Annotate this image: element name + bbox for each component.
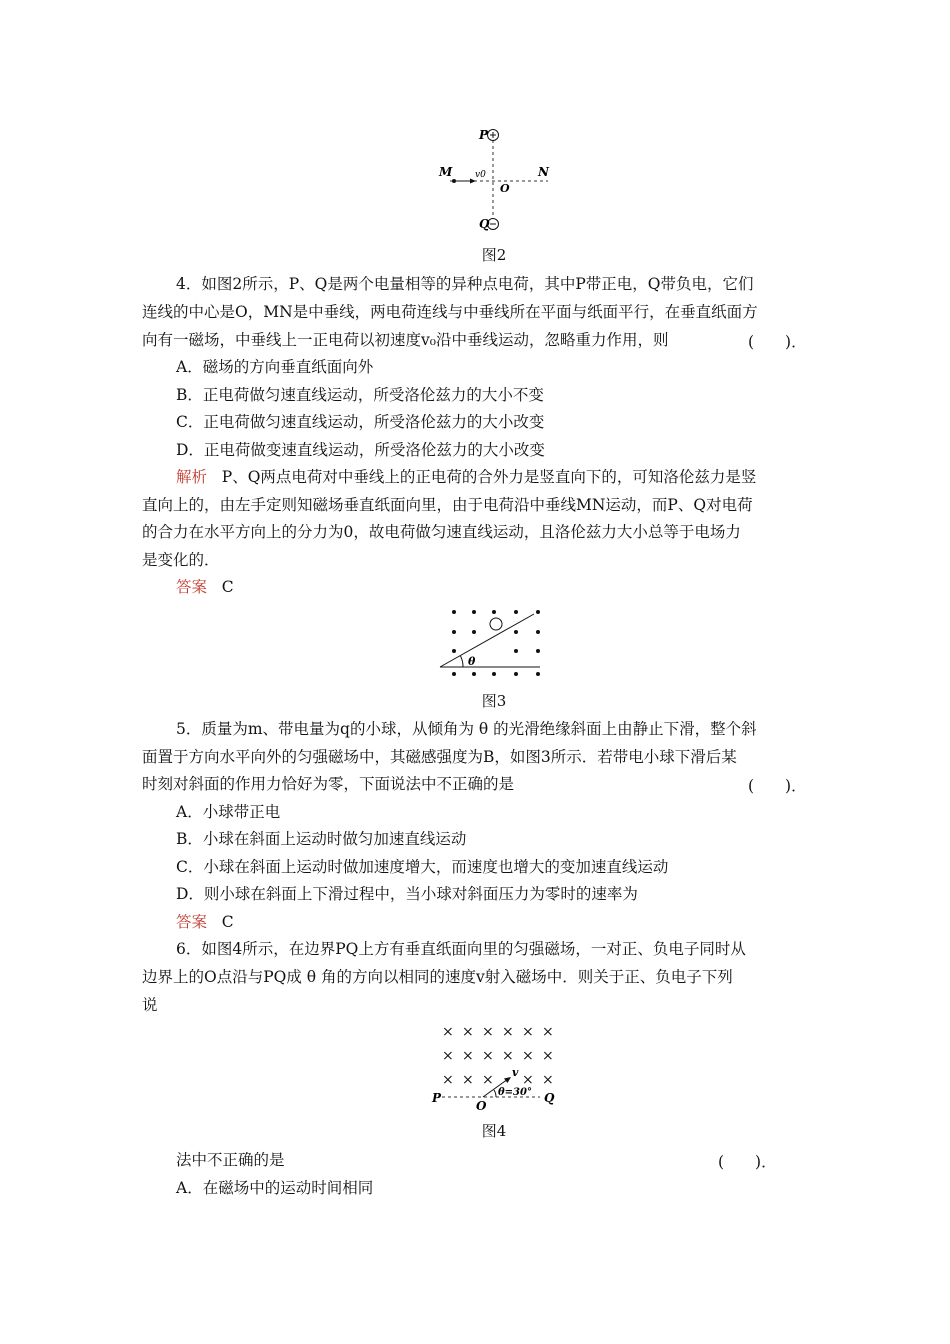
figure-3-caption: 图3 xyxy=(481,692,507,710)
fig4-cross: × xyxy=(522,1024,534,1040)
q4-option-a: A．磁场的方向垂直纸面向外 xyxy=(176,358,374,376)
fig4-cross: × xyxy=(522,1048,534,1064)
fig4-cross: × xyxy=(462,1024,474,1040)
fig4-cross: × xyxy=(442,1024,454,1040)
q5-option-d: D．则小球在斜面上下滑过程中，当小球对斜面压力为零时的速率为 xyxy=(176,885,638,903)
fig4-cross: × xyxy=(482,1072,494,1088)
q6-option-a: A．在磁场中的运动时间相同 xyxy=(176,1179,374,1197)
q5-option-c: C．小球在斜面上运动时做加速度增大，而速度也增大的变加速直线运动 xyxy=(176,858,669,876)
fig4-label-Q: Q xyxy=(544,1091,555,1105)
q5-answer-line xyxy=(176,912,234,932)
fig4-cross: × xyxy=(542,1072,554,1088)
q6-line-4: 法中不正确的是 xyxy=(176,1151,285,1169)
fig4-label-v: v xyxy=(512,1066,519,1079)
figure-3 xyxy=(436,604,546,684)
fig4-cross: × xyxy=(522,1072,534,1088)
fig2-label-P: P xyxy=(479,128,489,142)
fig4-cross: × xyxy=(442,1048,454,1064)
q4-answer-line xyxy=(176,577,234,597)
q5-option-b: B．小球在斜面上运动时做匀加速直线运动 xyxy=(176,830,467,848)
fig4-cross: × xyxy=(542,1048,554,1064)
fig4-cross: × xyxy=(462,1072,474,1088)
q4-option-c: C．正电荷做匀速直线运动，所受洛伦兹力的大小改变 xyxy=(176,413,545,431)
figure-2 xyxy=(430,120,560,236)
q4-line-1: 4．如图2所示，P、Q是两个电量相等的异种点电荷，其中P带正电，Q带负电，它们 xyxy=(176,275,754,293)
q5-answer-value: C xyxy=(221,913,234,931)
fig4-cross: × xyxy=(442,1072,454,1088)
fig4-cross: × xyxy=(482,1048,494,1064)
q4-option-d: D．正电荷做变速直线运动，所受洛伦兹力的大小改变 xyxy=(176,441,545,459)
q4-answer-paren: ( )． xyxy=(748,333,807,351)
q6-line-1: 6．如图4所示，在边界PQ上方有垂直纸面向里的匀强磁场，一对正、负电子同时从 xyxy=(176,940,746,958)
q4-line-2: 连线的中心是O，MN是中垂线，两电荷连线与中垂线所在平面与纸面平行，在垂直纸面方 xyxy=(142,303,758,321)
q4-analysis-label: 解析 xyxy=(176,468,208,486)
fig4-angle-label: θ=30° xyxy=(498,1087,532,1098)
fig4-cross: × xyxy=(462,1048,474,1064)
q5-line-1: 5．质量为m、带电量为q的小球，从倾角为 θ 的光滑绝缘斜面上由静止下滑，整个斜 xyxy=(176,720,757,738)
q6-answer-paren: ( )． xyxy=(718,1153,777,1171)
fig2-label-Q: Q xyxy=(479,217,490,231)
q6-line-2: 边界上的O点沿与PQ成 θ 角的方向以相同的速度v射入磁场中．则关于正、负电子下列 xyxy=(142,968,733,986)
fig4-label-O: O xyxy=(476,1099,487,1112)
figure-2-caption: 图2 xyxy=(481,246,507,264)
q4-option-b: B．正电荷做匀速直线运动，所受洛伦兹力的大小不变 xyxy=(176,386,544,404)
q4-analysis-line-4: 是变化的． xyxy=(142,551,220,569)
figure-4 xyxy=(428,1020,568,1112)
fig4-cross: × xyxy=(502,1024,514,1040)
q4-line-3: 向有一磁场，中垂线上一正电荷以初速度v₀沿中垂线运动，忽略重力作用，则 xyxy=(142,331,669,349)
fig2-label-N: N xyxy=(538,165,549,179)
fig3-theta-label: θ xyxy=(468,655,476,668)
q4-analysis-text-1: P、Q两点电荷对中垂线上的正电荷的合外力是竖直向下的，可知洛伦兹力是竖 xyxy=(221,468,757,486)
fig4-cross: × xyxy=(482,1024,494,1040)
fig4-cross: × xyxy=(542,1024,554,1040)
q5-line-2: 面置于方向水平向外的匀强磁场中，其磁感强度为B，如图3所示．若带电小球下滑后某 xyxy=(142,748,737,766)
q4-answer-value: C xyxy=(221,578,234,596)
q5-line-3: 时刻对斜面的作用力恰好为零，下面说法中不正确的是 xyxy=(142,775,515,793)
figure-4-caption: 图4 xyxy=(481,1122,507,1140)
fig2-label-O: O xyxy=(500,182,510,195)
q5-option-a: A．小球带正电 xyxy=(176,803,281,821)
fig4-label-P: P xyxy=(432,1091,442,1105)
q5-answer-paren: ( )． xyxy=(748,777,807,795)
q4-analysis-line-1 xyxy=(176,467,756,487)
fig2-label-M: M xyxy=(439,165,453,179)
fig2-label-v0: v0 xyxy=(475,170,486,180)
q4-analysis-line-2: 直向上的，由左手定则知磁场垂直纸面向里，由于电荷沿中垂线MN运动，而P、Q对电荷 xyxy=(142,496,753,514)
q5-answer-label: 答案 xyxy=(176,913,208,931)
q4-answer-label: 答案 xyxy=(176,578,208,596)
q6-line-3: 说 xyxy=(142,996,158,1014)
fig4-cross: × xyxy=(502,1048,514,1064)
q4-analysis-line-3: 的合力在水平方向上的分力为0，故电荷做匀速直线运动，且洛伦兹力大小总等于电场力 xyxy=(142,523,741,541)
